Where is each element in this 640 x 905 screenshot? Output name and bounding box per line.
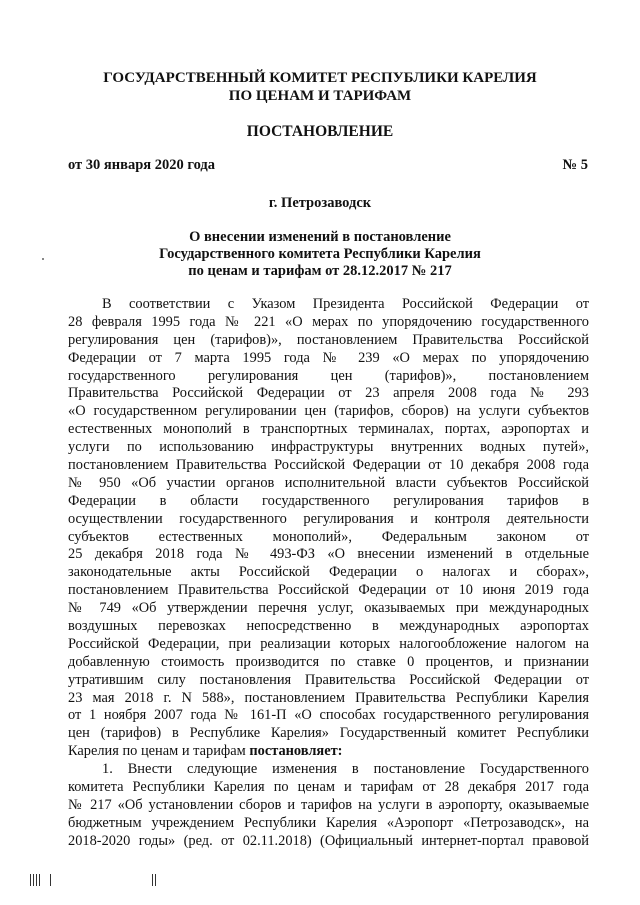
body-line: осуществлении государственного регулирования и контроля деятельности — [68, 510, 589, 527]
body-line: естественных монополий в транспортных терминалах, портах, аэропортах и — [68, 421, 589, 438]
body-line: комитета Республики Карелия по ценам и тарифам от 28 декабря 2017 года — [68, 779, 589, 796]
document-number: № 5 — [562, 157, 588, 173]
body-line: бюджетным учреждением Республики Карелия «Аэропорт «Петрозаводск», на — [68, 814, 589, 831]
subject-line1: О внесении изменений в постановление — [189, 229, 451, 245]
body-line: 23 мая 2018 г. N 588», постановлением Правительства Республики Карелия — [68, 689, 589, 706]
document-type: ПОСТАНОВЛЕНИЕ — [246, 123, 394, 140]
body-line: В соответствии с Указом Президента Российской Федерации от — [102, 296, 589, 312]
body-line: № 749 «Об утверждении перечня услуг, оказываемых при международных — [68, 600, 589, 617]
paragraph-item-1 — [68, 761, 589, 850]
scan-speck — [42, 258, 44, 260]
body-line: Правительства Российской Федерации от 23 апреля 2008 года № 293 — [68, 385, 589, 402]
body-line: № 950 «Об участии органов исполнительной власти субъектов Российской — [68, 474, 589, 491]
body-line: 2018-2020 годы» (ред. от 02.11.2018) (Официальный интернет-портал правовой — [68, 832, 589, 849]
date-number-line — [68, 157, 588, 174]
body-line — [68, 743, 589, 761]
body-line: постановлением Правительства Российской Федерации от 10 декабря 2008 года — [68, 457, 589, 474]
body-line: Федерации от 7 марта 1995 года № 239 «О мерах по упорядочению — [68, 349, 589, 366]
body-line: воздушных перевозках непосредственно в международных аэропортах — [68, 618, 589, 635]
resolve-word: постановляет: — [249, 743, 343, 760]
scan-marks-right — [152, 874, 156, 886]
body-line: 1. Внести следующие изменения в постановление Государственного — [102, 761, 589, 778]
body-line: государственного регулирования цен (тарифов)», постановлением — [68, 367, 589, 384]
document-date: от 30 января 2020 года — [68, 157, 216, 173]
body-line: цен (тарифов) в Республике Карелия» Государственный комитет Республики — [68, 725, 589, 742]
subject-line2: Государственного комитета Республики Карелия — [159, 246, 481, 262]
body-line: постановлением Правительства Российской Федерации от 10 июня 2019 года — [68, 582, 589, 599]
subject-line3: по ценам и тарифам от 28.12.2017 № 217 — [188, 263, 452, 279]
body-line: Российской Федерации, при реализации которых налогообложение налогом на — [68, 635, 589, 652]
body-line: от 1 ноября 2007 года № 161-П «О способах государственного регулирования — [68, 707, 589, 724]
body-line: субъектов естественных монополий», Федеральным законом от — [68, 528, 589, 545]
body-line: Федерации в области государственного регулирования тарифов в — [68, 492, 589, 509]
paragraph-preamble — [68, 296, 589, 743]
org-name-line2: ПО ЦЕНАМ И ТАРИФАМ — [228, 88, 412, 104]
body-line: 25 декабря 2018 года № 493-ФЗ «О внесении изменений в отдельные — [68, 546, 589, 563]
body-line: № 217 «Об установлении сборов и тарифов на услуги в аэропорту, оказываемые — [68, 796, 589, 813]
body-line: 28 февраля 1995 года № 221 «О мерах по упорядочению государственного — [68, 313, 589, 330]
city: г. Петрозаводск — [268, 195, 372, 211]
body-line: услуги по использованию инфраструктуры внутренних водных путей», — [68, 439, 589, 456]
org-name-line1: ГОСУДАРСТВЕННЫЙ КОМИТЕТ РЕСПУБЛИКИ КАРЕЛИЯ — [103, 70, 537, 86]
body-line: добавленную стоимость производится по ставке 0 процентов, и признании — [68, 653, 589, 670]
body-line: регулирования цен (тарифов)», постановлением Правительства Российской — [68, 331, 589, 348]
scan-marks-left — [30, 874, 51, 886]
preamble-closing-text: Карелия по ценам и тарифам — [68, 743, 250, 760]
body-line: законодательные акты Российской Федерации о налогах и сборах», — [68, 564, 589, 581]
body-text — [68, 296, 589, 851]
body-line: утратившим силу постановления Правительства Российской Федерации от — [68, 671, 589, 688]
body-line: «О государственном регулировании цен (тарифов, сборов) на услуги субъектов — [68, 403, 589, 420]
